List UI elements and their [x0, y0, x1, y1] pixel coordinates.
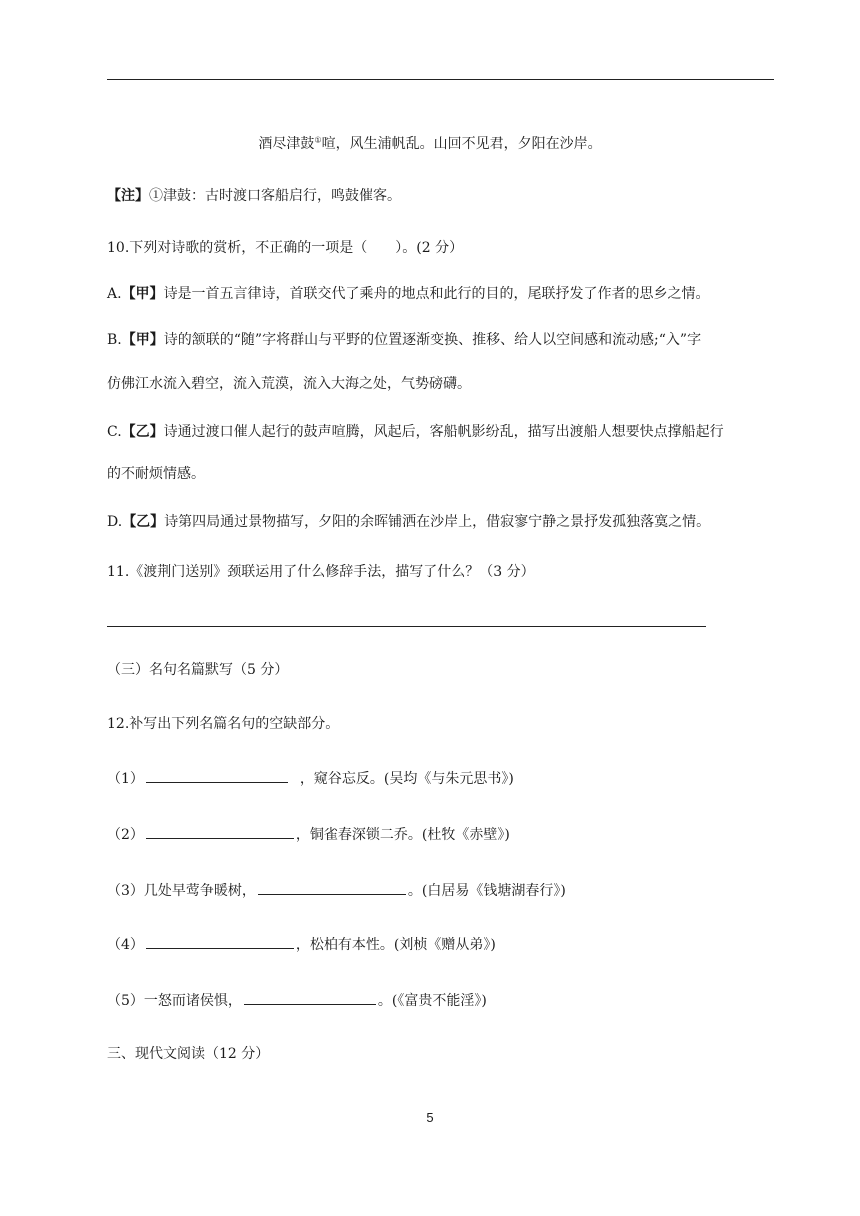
q11-answer-line[interactable]	[107, 626, 706, 627]
footnote-marker: ①	[314, 135, 322, 145]
q10-option-a: A.【甲】诗是一首五言律诗，首联交代了乘舟的地点和此行的目的，尾联抒发了作者的思乡之情。	[107, 286, 710, 302]
poem-line: 酒尽津鼓①喧，风生浦帆乱。山回不见君，夕阳在沙岸。	[258, 135, 602, 152]
note	[107, 186, 401, 206]
q12-item-3: （3）几处早莺争暖树， 。(白居易《钱塘湖春行》)	[107, 880, 566, 901]
fill-blank[interactable]	[146, 934, 294, 949]
q12-item-4: （4） ，松柏有本性。(刘桢《赠从弟》)	[107, 934, 496, 955]
q10-option-b: B.【甲】诗的颔联的“随”字将群山与平野的位置逐渐变换、推移、给人以空间感和流动感;“入”字	[107, 332, 702, 348]
fill-blank[interactable]	[244, 990, 376, 1005]
section-heading-modern: 三、现代文阅读（12 分）	[107, 1046, 270, 1062]
q10-option-b-cont: 仿佛江水流入碧空，流入荒漠，流入大海之处，气势磅礴。	[107, 376, 471, 392]
q10-option-d: D.【乙】诗第四局通过景物描写，夕阳的余晖铺洒在沙岸上，借寂寥宁静之景抒发孤独落寞之情。	[107, 514, 711, 530]
note-text: ①津鼓：古时渡口客船启行，鸣鼓催客。	[149, 188, 401, 204]
fill-blank[interactable]	[146, 824, 294, 839]
note-label: 【注】	[107, 188, 149, 204]
q12-item-5: （5）一怒而诸侯惧， 。(《富贵不能淫》)	[107, 990, 487, 1011]
q10-stem: 10.下列对诗歌的赏析，不正确的一项是（ ）。(2 分）	[107, 240, 464, 256]
fill-blank[interactable]	[258, 880, 406, 895]
page-number: 5	[426, 1110, 434, 1125]
fill-blank[interactable]	[146, 768, 288, 783]
header-rule	[107, 79, 774, 80]
q12-stem: 12.补写出下列名篇名句的空缺部分。	[107, 716, 340, 732]
q10-option-c: C.【乙】诗通过渡口催人起行的鼓声喧腾，风起后，客船帆影纷乱，描写出渡船人想要快点撑船起行	[107, 424, 724, 440]
section-heading: （三）名句名篇默写（5 分）	[107, 662, 289, 678]
q12-item-2: （2） ，铜雀春深锁二乔。(杜牧《赤壁》)	[107, 824, 510, 845]
q10-option-c-cont: 的不耐烦情感。	[107, 466, 205, 482]
q12-item-1: （1） ，窥谷忘反。(吴均《与朱元思书》)	[107, 768, 514, 789]
q11-stem: 11.《渡荆门送别》颈联运用了什么修辞手法，描写了什么？（3 分）	[107, 564, 535, 580]
